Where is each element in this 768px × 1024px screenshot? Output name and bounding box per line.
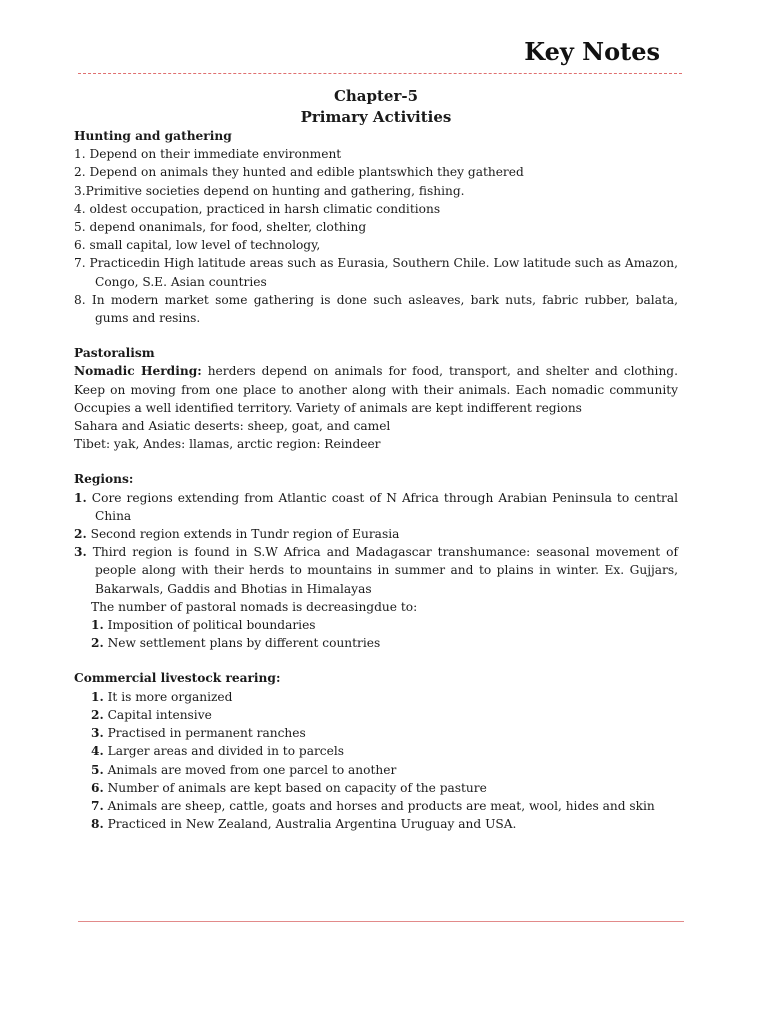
list-item (74, 724, 678, 742)
list-text: Number of animals are kept based on capacity of the pasture (103, 780, 487, 795)
nomadic-herding-text: herders depend on animals for food, transport, and shelter and clothing. Keep on moving from one place to another along with their animals. Each nomadic community Occupies a well identified territory. Variety of animals are kept indifferent regions (74, 364, 678, 415)
chapter-title: Primary Activities (300, 107, 452, 126)
section-heading-pastoralism: Pastoralism (74, 346, 155, 361)
list-text: Animals are moved from one parcel to another (103, 762, 397, 777)
list-number: 2. (91, 636, 104, 651)
nomadic-herding-label: Nomadic Herding: (74, 364, 202, 379)
list-number: 1. (91, 618, 104, 633)
header-divider (78, 73, 682, 74)
section-heading-hunting: Hunting and gathering (74, 129, 232, 143)
section-heading-commercial: Commercial livestock rearing: (74, 671, 281, 686)
list-item (74, 616, 678, 634)
list-number: 7. (91, 798, 104, 813)
list-number: 4. (91, 744, 104, 759)
chapter-number: Chapter-5 (333, 87, 419, 105)
list-number: 2. (74, 527, 87, 542)
list-number: 1. (74, 490, 87, 505)
footer-divider (78, 921, 684, 922)
list-item (74, 706, 678, 724)
list-text: Second region extends in Tundr region of Eurasia (86, 527, 400, 542)
list-item (74, 543, 678, 598)
list-item (74, 761, 678, 779)
spacer (74, 652, 678, 669)
list-item: 6. small capital, low level of technology, (74, 238, 321, 253)
list-item (74, 779, 678, 797)
page-header-title: Key Notes (524, 37, 660, 66)
paragraph-line: Tibet: yak, Andes: llamas, arctic region: Reindeer (74, 437, 381, 452)
list-item: 7. Practicedin High latitude areas such as Eurasia, Southern Chile. Low latitude such as Amazon, Congo, S.E. Asian countries (74, 256, 678, 289)
list-text: Practiced in New Zealand, Australia Argentina Uruguay and USA. (103, 817, 517, 832)
spacer (74, 327, 678, 344)
decrease-intro: The number of pastoral nomads is decreasingdue to: (91, 599, 418, 614)
list-text: New settlement plans by different countries (103, 636, 381, 651)
list-text: Third region is found in S.W Africa and Madagascar transhumance: seasonal movement of people along with their herds to mountains in summer and to plains in winter. Ex. Gujjars, Bakarwals, Gaddis and Bhotias in Himalayas (86, 545, 678, 596)
list-text: Imposition of political boundaries (103, 618, 316, 633)
list-number: 3. (91, 726, 104, 741)
list-number: 6. (91, 780, 104, 795)
list-item (74, 489, 678, 525)
list-text: Capital intensive (103, 707, 212, 722)
document-body (74, 86, 678, 833)
list-number: 8. (91, 817, 104, 832)
list-item (74, 688, 678, 706)
nomadic-herding-paragraph (74, 362, 678, 417)
list-item (74, 797, 678, 815)
list-number: 1. (91, 689, 104, 704)
list-item (74, 742, 678, 760)
list-item (74, 525, 678, 543)
list-item (74, 815, 678, 833)
list-item (74, 634, 678, 652)
spacer (74, 453, 678, 470)
list-number: 2. (91, 707, 104, 722)
list-number: 3. (74, 545, 87, 560)
list-item: 2. Depend on animals they hunted and edible plantswhich they gathered (74, 165, 524, 180)
list-text: It is more organized (103, 689, 233, 704)
list-item: 5. depend onanimals, for food, shelter, clothing (74, 220, 367, 235)
list-item: 3.Primitive societies depend on hunting and gathering, fishing. (74, 183, 465, 198)
list-item: 8. In modern market some gathering is done such asleaves, bark nuts, fabric rubber, balata, gums and resins. (74, 292, 678, 326)
list-number: 5. (91, 762, 104, 777)
list-item: 1. Depend on their immediate environment (74, 147, 342, 162)
paragraph-line: Sahara and Asiatic deserts: sheep, goat, and camel (74, 419, 391, 434)
list-text: Core regions extending from Atlantic coast of N Africa through Arabian Peninsula to central China (86, 490, 678, 523)
section-heading-regions: Regions: (74, 472, 134, 487)
list-item: 4. oldest occupation, practiced in harsh climatic conditions (74, 201, 441, 216)
list-text: Animals are sheep, cattle, goats and horses and products are meat, wool, hides and skin (103, 798, 655, 813)
list-text: Practised in permanent ranches (103, 726, 306, 741)
list-text: Larger areas and divided in to parcels (103, 744, 344, 759)
